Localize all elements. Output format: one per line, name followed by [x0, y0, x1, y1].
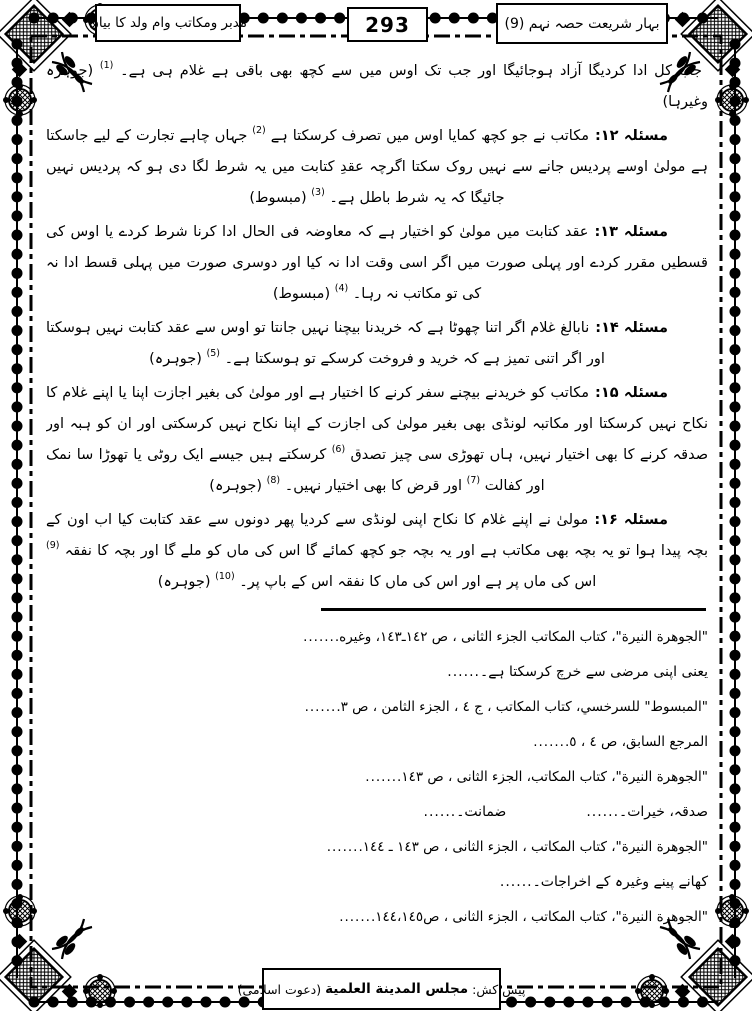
book-title: بہار شریعت حصہ نہم (9)	[504, 15, 660, 32]
footnote-dots: ......	[533, 733, 565, 750]
masala-label: مسئلہ ۱۲:	[594, 128, 668, 144]
footnote-separator	[321, 608, 706, 611]
footnote-9: کھانے پینے وغیرہ کے اخراجات۔ ......	[499, 873, 708, 890]
footnote-1: "الجوهرة النيرة"، كتاب المكاتب الجزء الثانى ، ص ١٤٢ـ١٤٣، وغيره. ......	[303, 628, 708, 645]
masala-paragraph-16: مسئلہ ۱۶:مولیٰ نے اپنے غلام کا نکاح اپنی لونڈی سے کردیا پھر دونوں سے عقد کتابت کیا اب اون کے بچہ پیدا ہوا تو یہ بچہ بھی مکاتب ہے اور یہ بچہ جو کچھ کمائے گا اس کی ماں کو ملے گا اور بچہ کا نفقہ $^{(9)}$ اس کی ماں پر ہے اور اس کی ماں کا نفقہ اس کے باپ پر۔ $^{(10)}$ (جوہرہ)	[46, 512, 708, 590]
footnote-dots: ......	[423, 803, 457, 820]
masala-label: مسئلہ ۱۵:	[595, 385, 668, 401]
masala-paragraph-12: مسئلہ ۱۲:مکاتب نے جو کچھ کمایا اوس میں تصرف کرسکتا ہے $^{(2)}$ جہاں چاہے تجارت کے لیے جاسکتا ہے مولیٰ اوسے پردیس جانے سے نہیں روک سکتا اگرچہ عقدِ کتابت میں یہ شرط لگا دی ہو کہ پردیس نہیں جائیگا کہ یہ شرط باطل ہے۔ $^{(3)}$ (مبسوط)	[46, 125, 708, 206]
footnote-10: "الجوهرة النيرة"، كتاب المكاتب ، الجزء الثانى ، ص١٤٤،١٤٥. ......	[339, 908, 708, 925]
masala-label: مسئلہ ۱۳:	[594, 224, 668, 240]
masala-label: مسئلہ ۱۶:	[594, 512, 668, 528]
publisher-suffix: (دعوت اسلامی)	[237, 981, 322, 997]
footnote-pair-row	[46, 802, 708, 822]
publisher-prefix: پیش کش:	[472, 981, 526, 997]
page-number-box	[347, 7, 428, 42]
footnote-dots: ......	[586, 803, 620, 820]
masala-paragraph-14: مسئلہ ۱۴:نابالغ غلام اگر اتنا چھوٹا ہے کہ خریدنا بیچنا نہیں جانتا تو اوس سے عقد کتابت نہیں ہوسکتا اور اگر اتنی تمیز ہے کہ خرید و فروخت کرسکے تو ہوسکتا ہے۔ $^{(5)}$ (جوہرہ)	[46, 320, 668, 367]
publisher-name: مجلس المدينة العلمية	[325, 981, 469, 997]
masala-paragraph-15: مسئلہ ۱۵:مکاتب کو خریدنے بیچنے سفر کرنے کا اختیار ہے اور مولیٰ کی بغیر اجازت اپنا یا اپنے غلام کا نکاح نہیں کرسکتا اور مکاتبہ لونڈی بھی بغیر مولیٰ کی اجازت کے اپنا نکاح نہیں کرسکتی اور ان کو ہبہ اور صدقہ کرنے کا بھی اختیار نہیں، ہاں تھوڑی سی چیز تصدق $^{(6)}$ کرسکتے ہیں جیسے ایک روٹی یا تھوڑا سا نمک اور کفالت $^{(7)}$ اور قرض کا بھی اختیار نہیں۔ $^{(8)}$ (جوہرہ)	[46, 385, 708, 494]
page-number: 293	[365, 12, 410, 37]
masala-paragraph-13: مسئلہ ۱۳:عقد کتابت میں مولیٰ کو اختیار ہے کہ معاوضہ فی الحال ادا کرنا شرط کردے یا اوس کی قسطیں مقرر کردے اور پہلی صورت میں اگر اسی وقت ادا نہ کیا اور دوسری صورت میں پہلی قسط ادا نہ کی تو مکاتب نہ رہا۔ $^{(4)}$ (مبسوط)	[46, 224, 708, 302]
chapter-title-box	[88, 4, 248, 42]
footnote-dots: ......	[339, 908, 371, 925]
chapter-title: مدبر ومکاتب وام ولد کا بیان	[88, 15, 248, 31]
footnote-6: صدقہ، خیرات۔ ......	[586, 803, 708, 820]
footnotes-section	[46, 600, 708, 942]
footnote-5: "الجوهرة النيرة"، كتاب المكاتب، الجزء الثانى ، ص ١٤٣. ......	[365, 768, 708, 785]
footnote-dots: ......	[304, 698, 337, 715]
footnote-dots: ......	[447, 663, 480, 680]
footnote-7: ضمانت۔ ......	[423, 803, 507, 820]
book-title-box	[496, 3, 668, 44]
footnote-4: المرجع السابق، ص ٤ ، ٥. ......	[533, 733, 708, 750]
footnote-dots: ......	[499, 873, 533, 890]
footnote-3: "المبسوط" للسرخسي، كتاب المكاتب ، ج ٤ ، الجزء الثامن ، ص ٣. ......	[304, 698, 708, 715]
footnote-dots: ......	[365, 768, 398, 785]
footnote-dots: ......	[326, 838, 359, 855]
masala-label: مسئلہ ۱۴:	[595, 320, 668, 336]
footnote-2: یعنی اپنی مرضی سے خرچ کرسکتا ہے۔ ......	[447, 663, 708, 680]
footnote-8: "الجوهرة النيرة"، كتاب المكاتب ، الجزء الثانى ، ص ١٤٣ ـ ١٤٤. ......	[326, 838, 708, 855]
footnote-dots: ......	[303, 628, 335, 645]
paragraph-continuation: جب کل ادا کردیگا آزاد ہوجائیگا اور جب تک اوس میں سے کچھ بھی باقی ہے غلام ہی ہے۔ $^{(1)}$ (جوہرہ وغیرہا)	[46, 60, 708, 110]
body-text	[46, 56, 708, 602]
publisher-box	[237, 968, 526, 1010]
